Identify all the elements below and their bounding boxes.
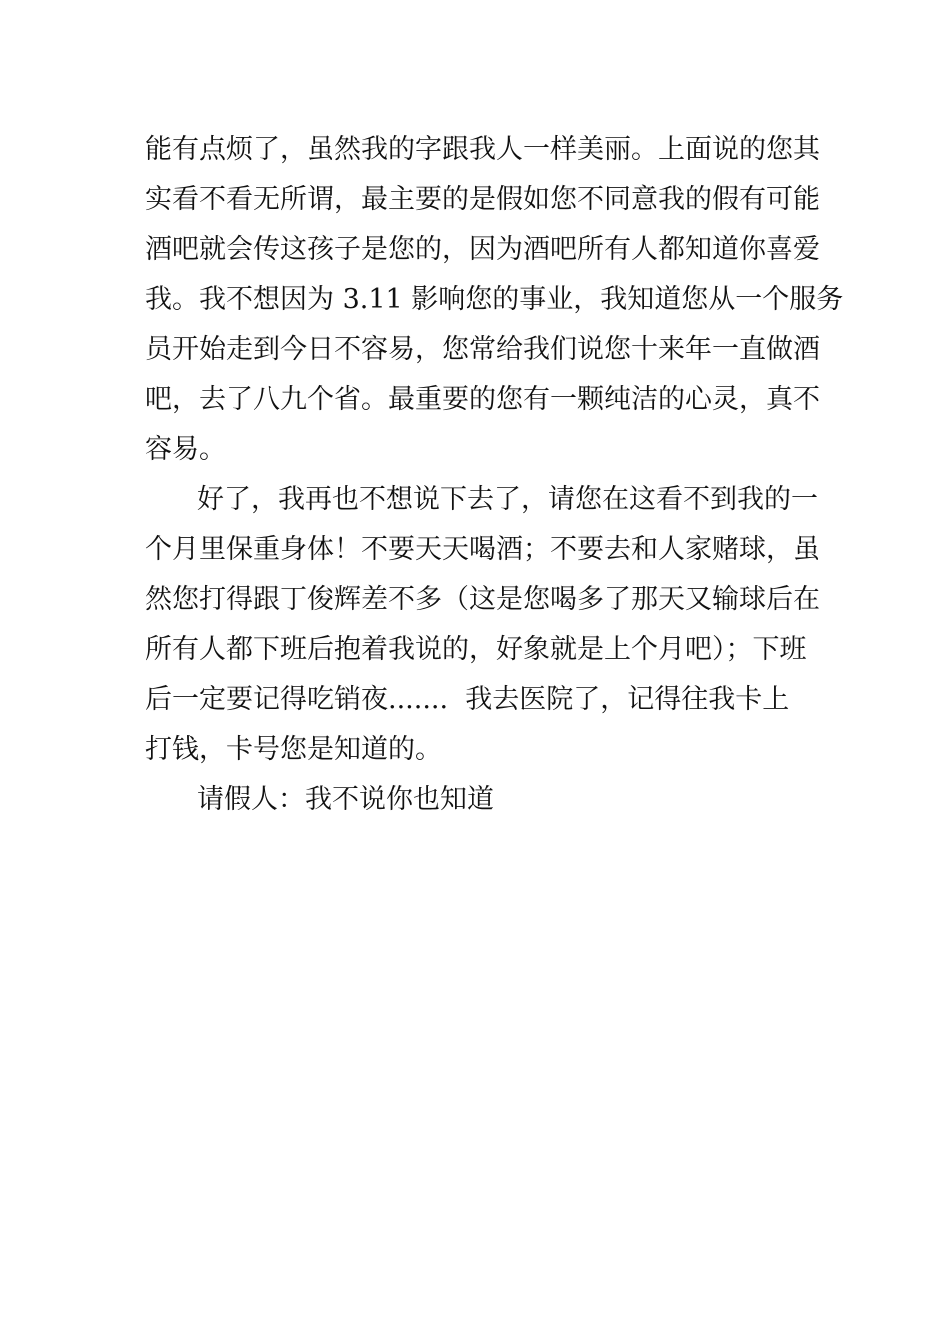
paragraph-2-line-6: 打钱，卡号您是知道的。 [145,734,442,765]
paragraph-2-line-5: 后一定要记得吃销夜....... 我去医院了，记得往我卡上 [145,684,790,715]
signature-line: 请假人：我不说你也知道 [197,784,494,815]
paragraph-1-line-6: 吧，去了八九个省。最重要的您有一颗纯洁的心灵，真不 [145,384,820,415]
paragraph-1-line-4: 我。我不想因为 3.11 影响您的事业，我知道您从一个服务 [145,284,844,315]
paragraph-1-line-7: 容易。 [145,434,226,465]
paragraph-1-line-1: 能有点烦了，虽然我的字跟我人一样美丽。上面说的您其 [145,134,820,165]
paragraph-1-line-2: 实看不看无所谓，最主要的是假如您不同意我的假有可能 [145,184,820,215]
paragraph-2-line-3: 然您打得跟丁俊辉差不多（这是您喝多了那天又输球后在 [145,584,820,615]
paragraph-2-line-2: 个月里保重身体！不要天天喝酒；不要去和人家赌球，虽 [145,534,820,565]
paragraph-2-line-4: 所有人都下班后抱着我说的，好象就是上个月吧）；下班 [145,634,807,665]
paragraph-2-line-1: 好了，我再也不想说下去了，请您在这看不到我的一 [197,484,818,515]
paragraph-1-line-5: 员开始走到今日不容易，您常给我们说您十来年一直做酒 [145,334,820,365]
paragraph-1-line-3: 酒吧就会传这孩子是您的，因为酒吧所有人都知道你喜爱 [145,234,820,265]
